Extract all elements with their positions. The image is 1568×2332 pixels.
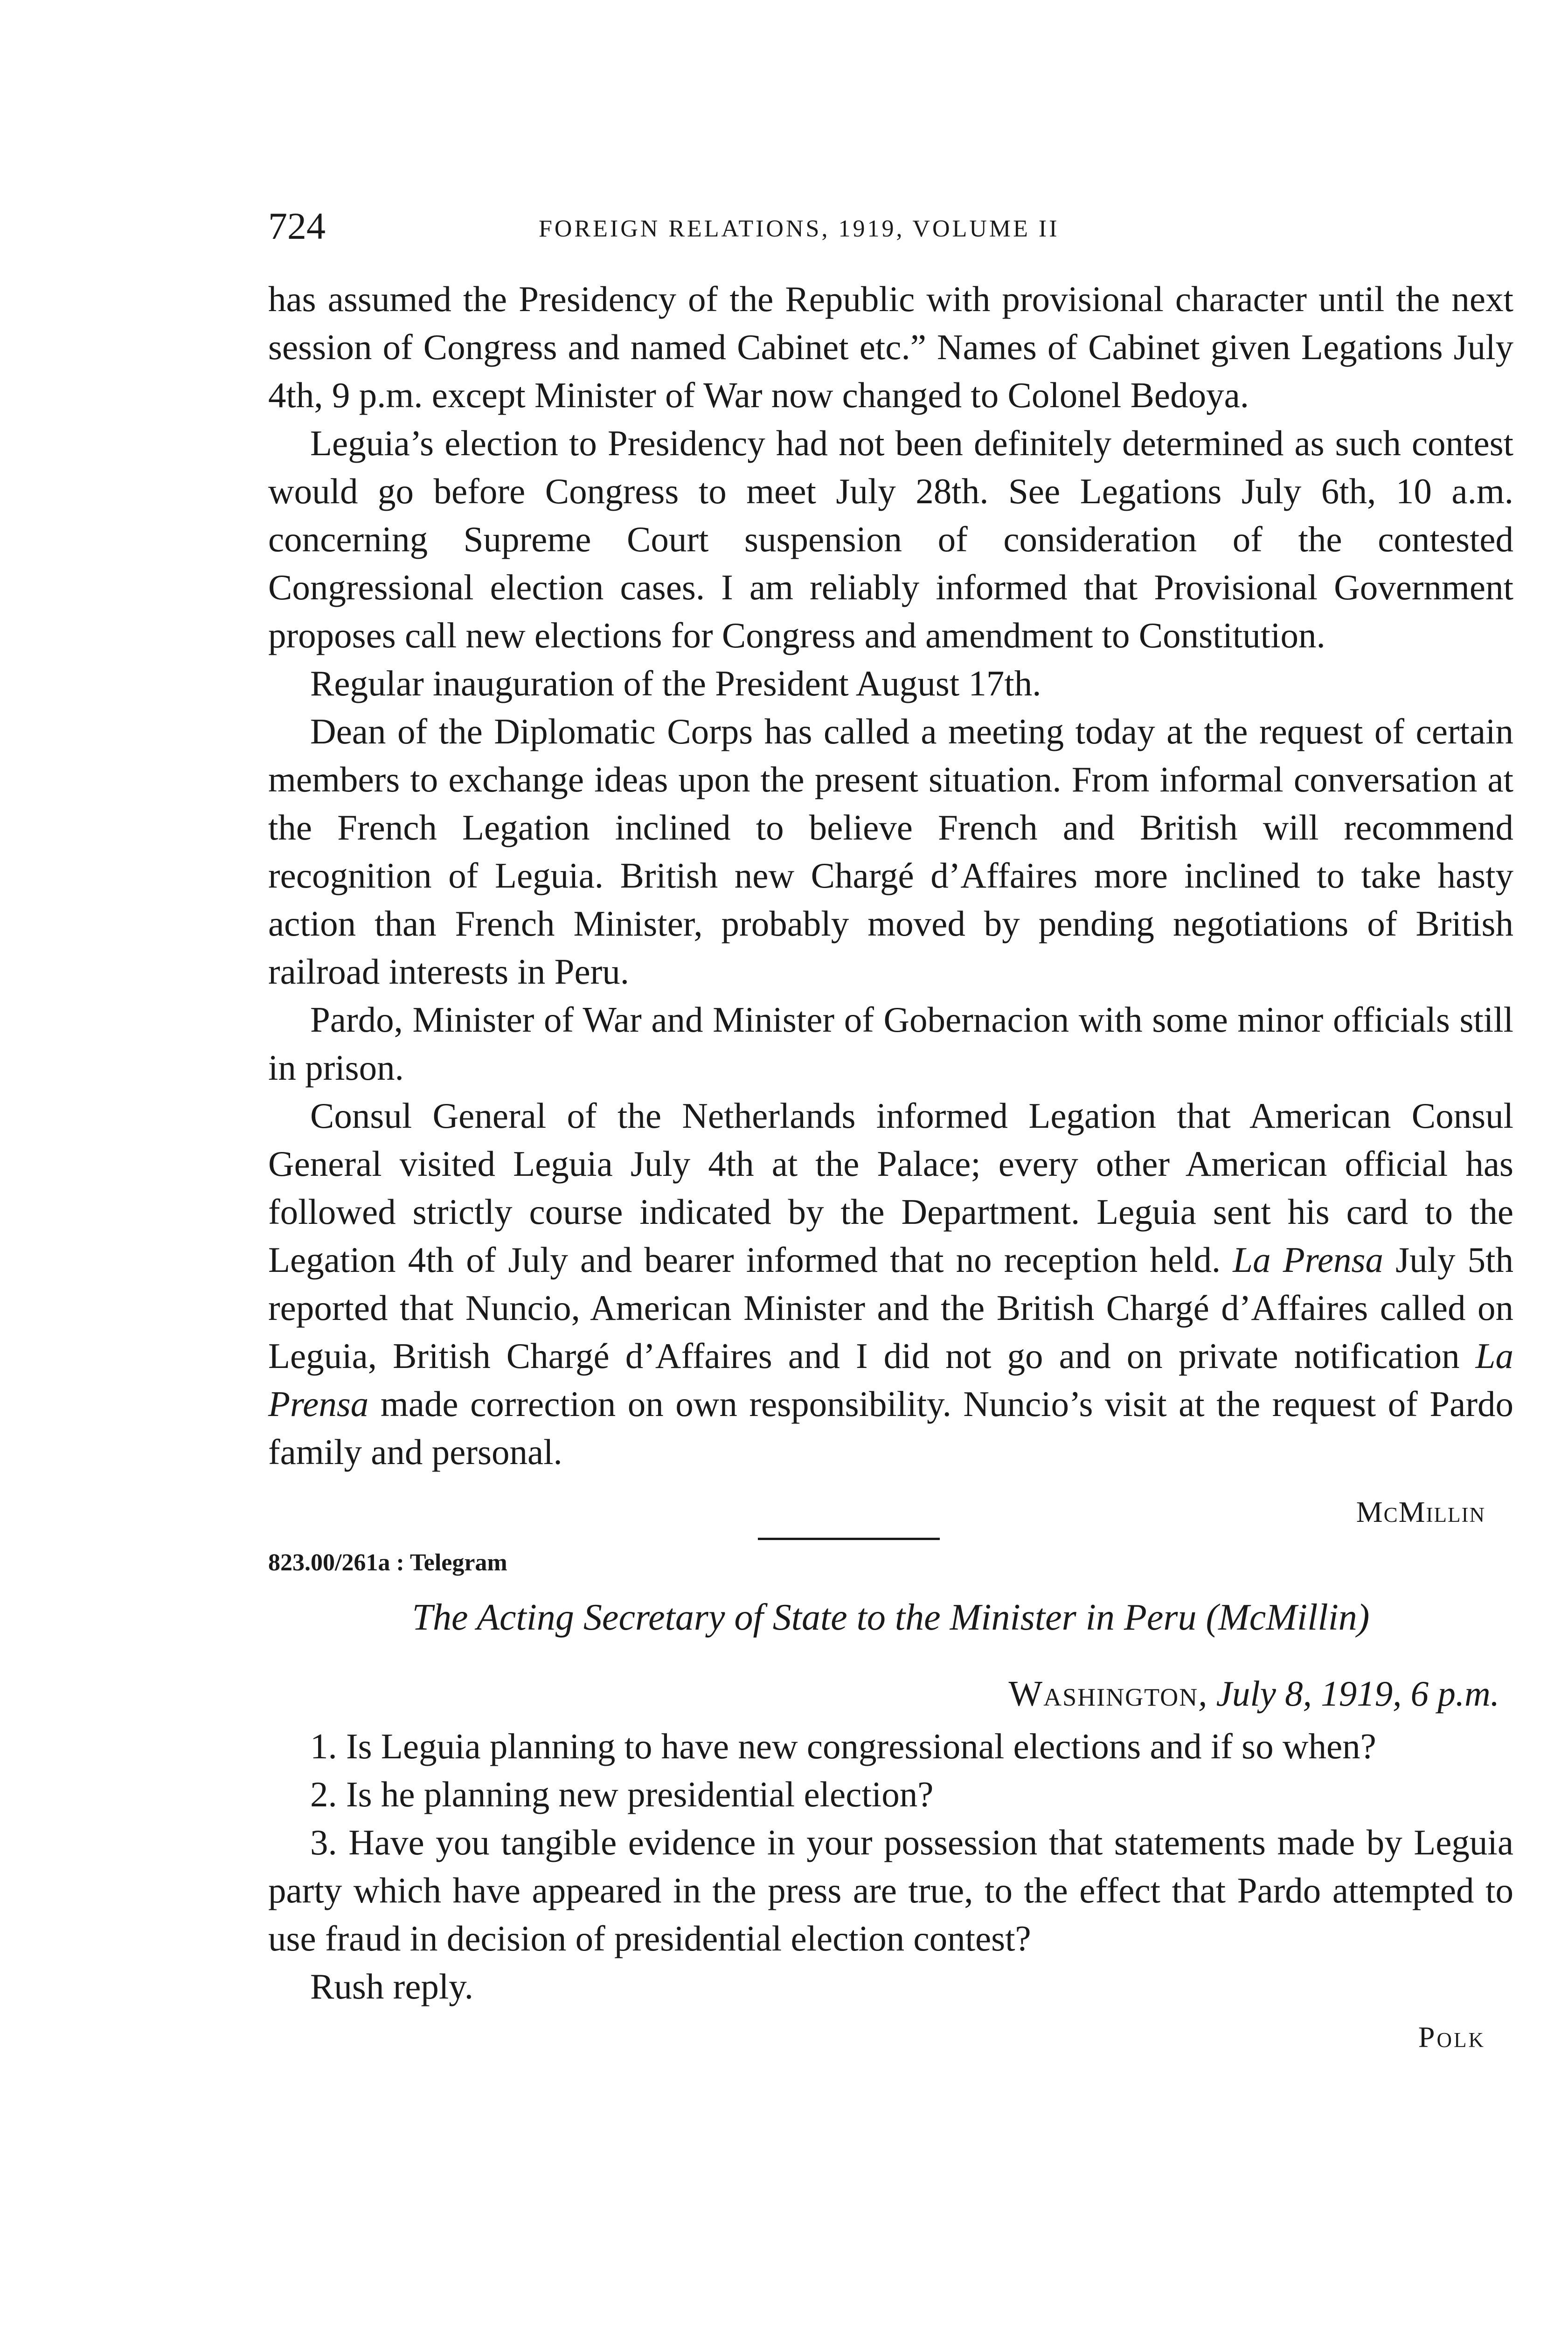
paragraph-inauguration: Regular inauguration of the President August 17th. (310, 663, 1041, 703)
running-head (268, 205, 1513, 275)
text-segment: Consul General of the Netherlands informed Legation that American Consul General visited Leguia July 4th at the Palace; every other American official has followed strictly course indicated by the Department. Leguia sent his card to the Legation 4th of July and bearer informed that no reception held. (268, 1096, 1513, 1280)
paragraph-consul-general (268, 1092, 1513, 1476)
question-1: 1. Is Leguia planning to have new congressional elections and if so when? (310, 1726, 1376, 1766)
text-segment: July 5th reported that Nuncio, American Minister and the British Chargé d’Affaires called on Leguia, British Chargé d’Affaires and I did not go and on private notification (268, 1240, 1513, 1376)
paragraph-diplomatic-corps: Dean of the Diplomatic Corps has called a meeting today at the request of certain members to exchange ideas upon the present situation. From informal conversation at the French Legation inclined to believe French and British will recommend recognition of Leguia. British new Chargé d’Affaires more inclined to take hasty action than French Minister, probably moved by pending negotiations of British railroad interests in Peru. (268, 711, 1513, 992)
telegram-1-body (268, 275, 1513, 1476)
paragraph-election: Leguia’s election to Presidency had not been definitely determined as such contest would go before Congress to meet July 28th. See Legations July 6th, 10 a.m. concerning Supreme Court suspension of consideration of the contested Congressional election cases. I am reliably informed that Provisional Government proposes call new elections for Congress and amendment to Constitution. (268, 423, 1513, 655)
document-heading: The Acting Secretary of State to the Minister in Peru (McMillin) (412, 1597, 1370, 1638)
rush-reply: Rush reply. (310, 1966, 474, 2006)
dateline (268, 1670, 1499, 1718)
section-divider (758, 1538, 940, 1540)
signature-polk: Polk (1418, 2020, 1485, 2054)
text-segment: made correction on own responsibility. Nuncio’s visit at the request of Pardo family and personal. (268, 1384, 1513, 1472)
running-title: FOREIGN RELATIONS, 1919, VOLUME II (539, 215, 1060, 242)
dateline-place: Washington (1008, 1673, 1199, 1714)
telegram-2-body (268, 1722, 1513, 2011)
document-page (268, 205, 1513, 2054)
file-reference: 823.00/261a : Telegram (268, 1549, 507, 1576)
newspaper-name: La Prensa (1233, 1240, 1384, 1280)
paragraph-prisoners: Pardo, Minister of War and Minister of Gobernacion with some minor officials still in prison. (268, 999, 1513, 1088)
question-3: 3. Have you tangible evidence in your possession that statements made by Leguia party which have appeared in the press are true, to the effect that Pardo attempted to use fraud in decision of presidential election contest? (268, 1822, 1513, 1958)
question-2: 2. Is he planning new presidential election? (310, 1774, 934, 1814)
page-number: 724 (268, 205, 326, 247)
signature-mcmillin: McMillin (1356, 1495, 1485, 1528)
paragraph-continuation: has assumed the Presidency of the Republic with provisional character until the next session of Congress and named Cabinet etc.” Names of Cabinet given Legations July 4th, 9 p.m. except Minister of War now changed to Colonel Bedoya. (268, 279, 1513, 415)
dateline-date: , July 8, 1919, 6 p.m. (1198, 1673, 1499, 1714)
newspaper-name: La Prensa (268, 1336, 1513, 1424)
